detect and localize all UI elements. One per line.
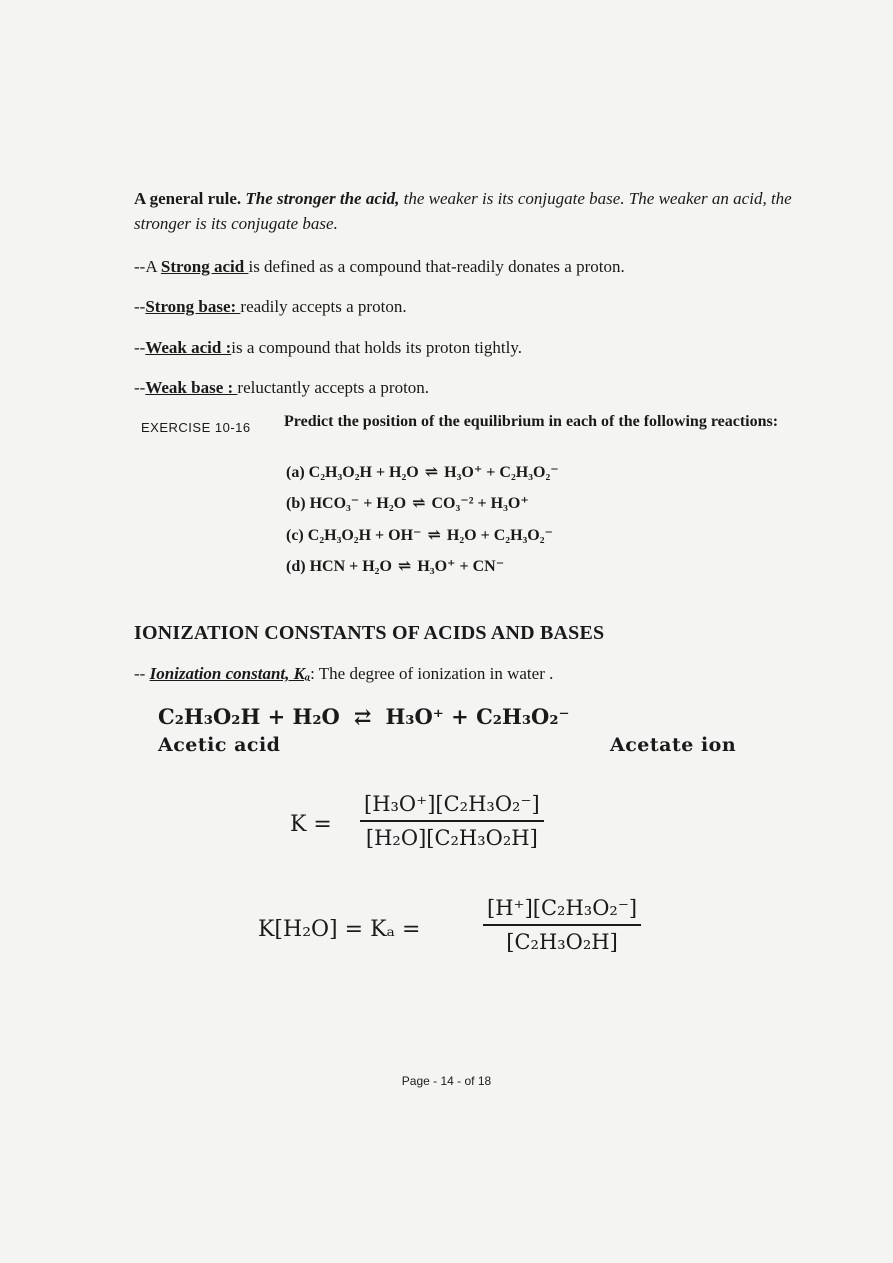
equilibrium-arrow-icon: ⇄ bbox=[353, 704, 372, 729]
reaction-left: HCN + H₂O bbox=[309, 558, 392, 575]
reaction-b bbox=[286, 493, 529, 513]
exercise-prompt: Predict the position of the equilibrium in each of the following reactions: bbox=[284, 413, 779, 430]
definition-strong-base bbox=[134, 294, 814, 319]
equation2-fraction bbox=[483, 896, 641, 954]
reaction-right: H₃O⁺ + C₂H₃O₂⁻ bbox=[444, 464, 559, 481]
definition-strong-acid bbox=[134, 254, 814, 279]
definition-term: Strong acid bbox=[160, 257, 249, 276]
page-footer: Page - 14 - of 18 bbox=[401, 1074, 492, 1088]
equation1-fraction bbox=[360, 792, 544, 850]
ionization-definition bbox=[134, 664, 553, 684]
reaction-c bbox=[286, 525, 553, 545]
definition-term: Ionization constant, Kₐ bbox=[149, 664, 311, 683]
main-reaction bbox=[158, 704, 570, 729]
reaction-tag: (b) bbox=[286, 495, 306, 512]
section-heading: IONIZATION CONSTANTS OF ACIDS AND BASES bbox=[134, 622, 605, 644]
definition-text: The degree of ionization in water . bbox=[318, 664, 554, 683]
definition-text: is a compound that holds its proton tightly. bbox=[231, 338, 522, 357]
reaction-left: C₂H₃O₂H + H₂O bbox=[308, 464, 419, 481]
definition-text: is defined as a compound that-readily donates a proton. bbox=[248, 257, 625, 276]
reaction-tag: (a) bbox=[286, 464, 305, 481]
main-reaction-left: C₂H₃O₂H + H₂O bbox=[158, 704, 340, 729]
equation2-denominator: [C₂H₃O₂H] bbox=[506, 930, 618, 954]
equilibrium-arrow-icon: ⇌ bbox=[412, 495, 426, 512]
general-rule-emphasis: The stronger the acid, bbox=[245, 189, 400, 208]
exercise-label: EXERCISE 10-16 bbox=[141, 420, 251, 435]
definition-term: Weak acid : bbox=[145, 338, 232, 357]
definition-prefix: --A bbox=[134, 257, 161, 276]
reaction-a bbox=[286, 462, 559, 482]
definition-weak-acid bbox=[134, 335, 814, 360]
definition-text: reluctantly accepts a proton. bbox=[237, 378, 430, 397]
reaction-right: CO₃⁻² + H₃O⁺ bbox=[431, 495, 529, 512]
acetate-ion-label: Acetate ion bbox=[610, 734, 737, 756]
reaction-d bbox=[286, 556, 504, 576]
equation1-lhs: K = bbox=[290, 812, 332, 837]
reaction-right: H₃O⁺ + CN⁻ bbox=[417, 558, 505, 575]
definition-prefix: -- bbox=[134, 664, 150, 683]
definition-prefix: -- bbox=[134, 378, 146, 397]
definition-prefix: -- bbox=[134, 338, 146, 357]
general-rule-paragraph bbox=[134, 186, 814, 236]
definition-term: Strong base: bbox=[145, 297, 241, 316]
general-rule-lead: A general rule. bbox=[134, 189, 242, 208]
reaction-tag: (d) bbox=[286, 558, 306, 575]
equilibrium-arrow-icon: ⇌ bbox=[424, 464, 439, 481]
reaction-right: H₂O + C₂H₃O₂⁻ bbox=[446, 527, 553, 544]
definition-colon: : bbox=[310, 664, 319, 683]
equation2-lhs: K[H₂O] = Kₐ = bbox=[258, 917, 421, 942]
acetic-acid-label: Acetic acid bbox=[158, 734, 281, 756]
reaction-left: C₂H₃O₂H + OH⁻ bbox=[307, 527, 422, 544]
definition-term: Weak base : bbox=[145, 378, 238, 397]
general-rule bbox=[134, 186, 814, 236]
general-rule-text: the weaker is its conjugate base. The weaker an acid, the stronger is its conjugate base. bbox=[134, 189, 792, 233]
reaction-left: HCO₃⁻ + H₂O bbox=[309, 495, 407, 512]
definition-text: readily accepts a proton. bbox=[240, 297, 407, 316]
main-reaction-right: H₃O⁺ + C₂H₃O₂⁻ bbox=[385, 704, 570, 729]
equilibrium-arrow-icon: ⇌ bbox=[397, 558, 412, 575]
equation1-numerator: [H₃O⁺][C₂H₃O₂⁻] bbox=[360, 792, 544, 822]
definition-prefix: -- bbox=[134, 297, 146, 316]
definition-weak-base bbox=[134, 375, 814, 400]
equation1-denominator: [H₂O][C₂H₃O₂H] bbox=[365, 826, 538, 850]
reaction-tag: (c) bbox=[286, 527, 304, 544]
equilibrium-arrow-icon: ⇌ bbox=[427, 527, 441, 544]
equation2-numerator: [H⁺][C₂H₃O₂⁻] bbox=[483, 896, 641, 926]
